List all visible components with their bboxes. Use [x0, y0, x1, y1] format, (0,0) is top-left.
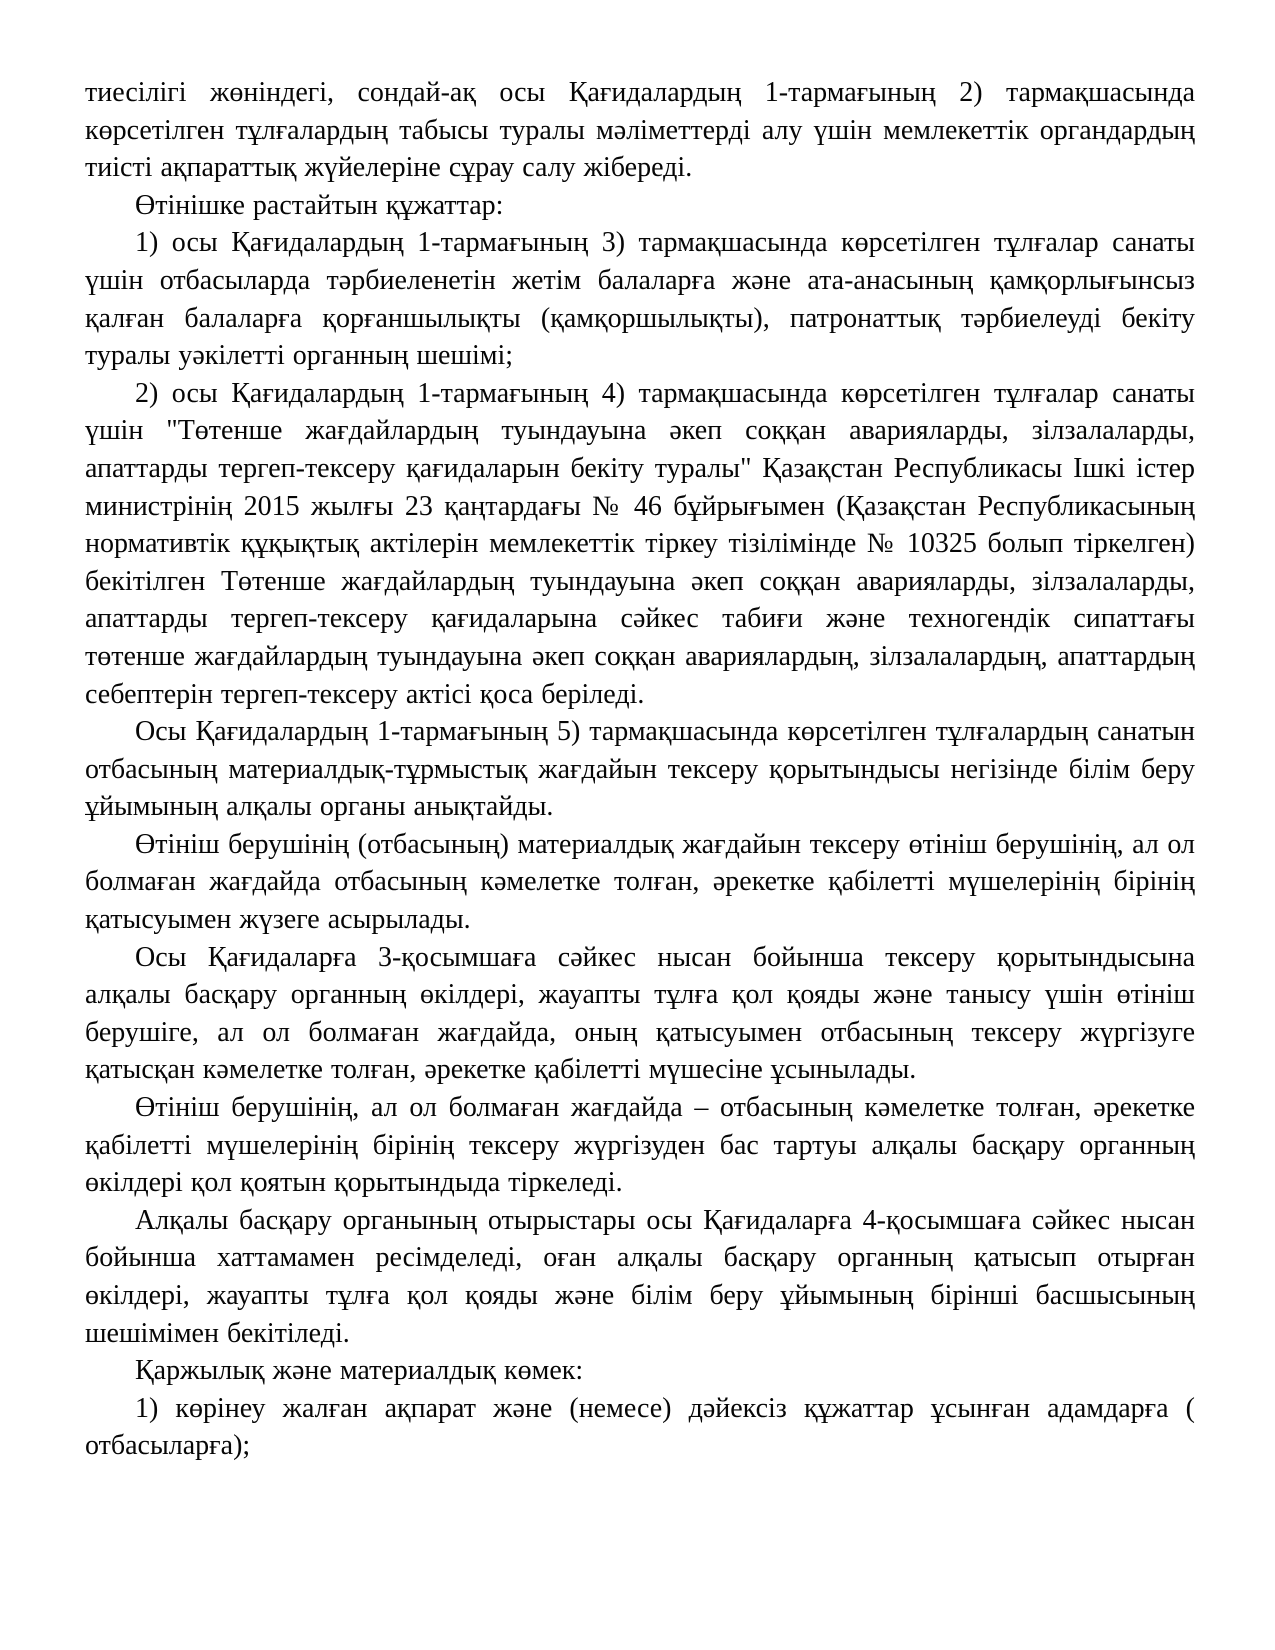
paragraph-supporting-documents-heading: Өтінішке растайтын құжаттар:	[135, 189, 504, 221]
document-body	[85, 74, 1195, 1465]
paragraph-item-2: 2) осы Қағидалардың 1-тармағының 4) тармақшасында көрсетілген тұлғалар санаты үшін "Төтенше жағдайлардың туындауына әкеп соққан аварияларды, зілзалаларды, апаттарды тергеп-тексеру қағидаларын бекіту туралы" Қазақстан Республикасы Ішкі істер министрінің 2015 жылғы 23 қаңтардағы № 46 бұйрығымен (Қазақстан Республикасының нормативтік құқықтық актілерін мемлекеттік тіркеу тізілімінде № 10325 болып тіркелген) бекітілген Төтенше жағдайлардың туындауына әкеп соққан аварияларды, зілзалаларды, апаттарды тергеп-тексеру қағидаларына сәйкес табиғи және техногендік сипаттағы төтенше жағдайлардың туындауына әкеп соққан авариялардың, зілзалалардың, апаттардың себептерін тергеп-тексеру актісі қоса беріледі.	[85, 377, 1195, 710]
paragraph-applicant-check: Өтініш берушінің (отбасының) материалдық жағдайын тексеру өтініш берушінің, ал ол болмаған жағдайда отбасының кәмелетке толған, әрекетке қабілетті мүшелерінің бірінің қатысуымен жүзеге асырылады.	[85, 828, 1195, 936]
paragraph-item-1: 1) осы Қағидалардың 1-тармағының 3) тармақшасында көрсетілген тұлғалар санаты үшін отбасыларда тәрбиеленетін жетім балаларға және ата-анасының қамқорлығынсыз қалған балаларға қорғаншылықты (қамқоршылықты), патронаттық тәрбиелеуді бекіту туралы уәкілетті органның шешімі;	[85, 227, 1195, 372]
paragraph-protocol: Алқалы басқару органының отырыстары осы Қағидаларға 4-қосымшаға сәйкес нысан бойынша хаттамамен ресімделеді, оған алқалы басқару органның қатысып отырған өкілдері, жауапты тұлға қол қояды және білім беру ұйымының бірінші басшысының шешімімен бекітіледі.	[85, 1204, 1195, 1349]
paragraph-financial-aid-heading: Қаржылық және материалдық көмек:	[135, 1355, 584, 1387]
paragraph-refusal-record: Өтініш берушінің, ал ол болмаған жағдайда – отбасының кәмелетке толған, әрекетке қабілетті мүшелерінің бірінің тексеру жүргізуден бас тартуы алқалы басқару органның өкілдері қол қоятын қорытындыда тіркеледі.	[85, 1092, 1195, 1199]
paragraph-category-determination: Осы Қағидалардың 1-тармағының 5) тармақшасында көрсетілген тұлғалардың санатын отбасының материалдық-тұрмыстық жағдайын тексеру қорытындысы негізінде білім беру ұйымының алқалы органы анықтайды.	[85, 716, 1195, 823]
paragraph-check-conclusion: Осы Қағидаларға 3-қосымшаға сәйкес нысан бойынша тексеру қорытындысына алқалы басқару органның өкілдері, жауапты тұлға қол қояды және танысу үшін өтініш берушіге, ал ол болмаған жағдайда, оның қатысуымен отбасының тексеру жүргізуге қатысқан кәмелетке толған, әрекетке қабілетті мүшесіне ұсынылады.	[85, 941, 1195, 1086]
paragraph-continuation: тиесілігі жөніндегі, сондай-ақ осы Қағидалардың 1-тармағының 2) тармақшасында көрсетілген тұлғалардың табысы туралы мәліметтерді алу үшін мемлекеттік органдардың тиісті ақпараттық жүйелеріне сұрау салу жібереді.	[85, 77, 1195, 184]
paragraph-false-information: 1) көрінеу жалған ақпарат және (немесе) дәйексіз құжаттар ұсынған адамдарға ( отбасыларға);	[85, 1392, 1195, 1462]
